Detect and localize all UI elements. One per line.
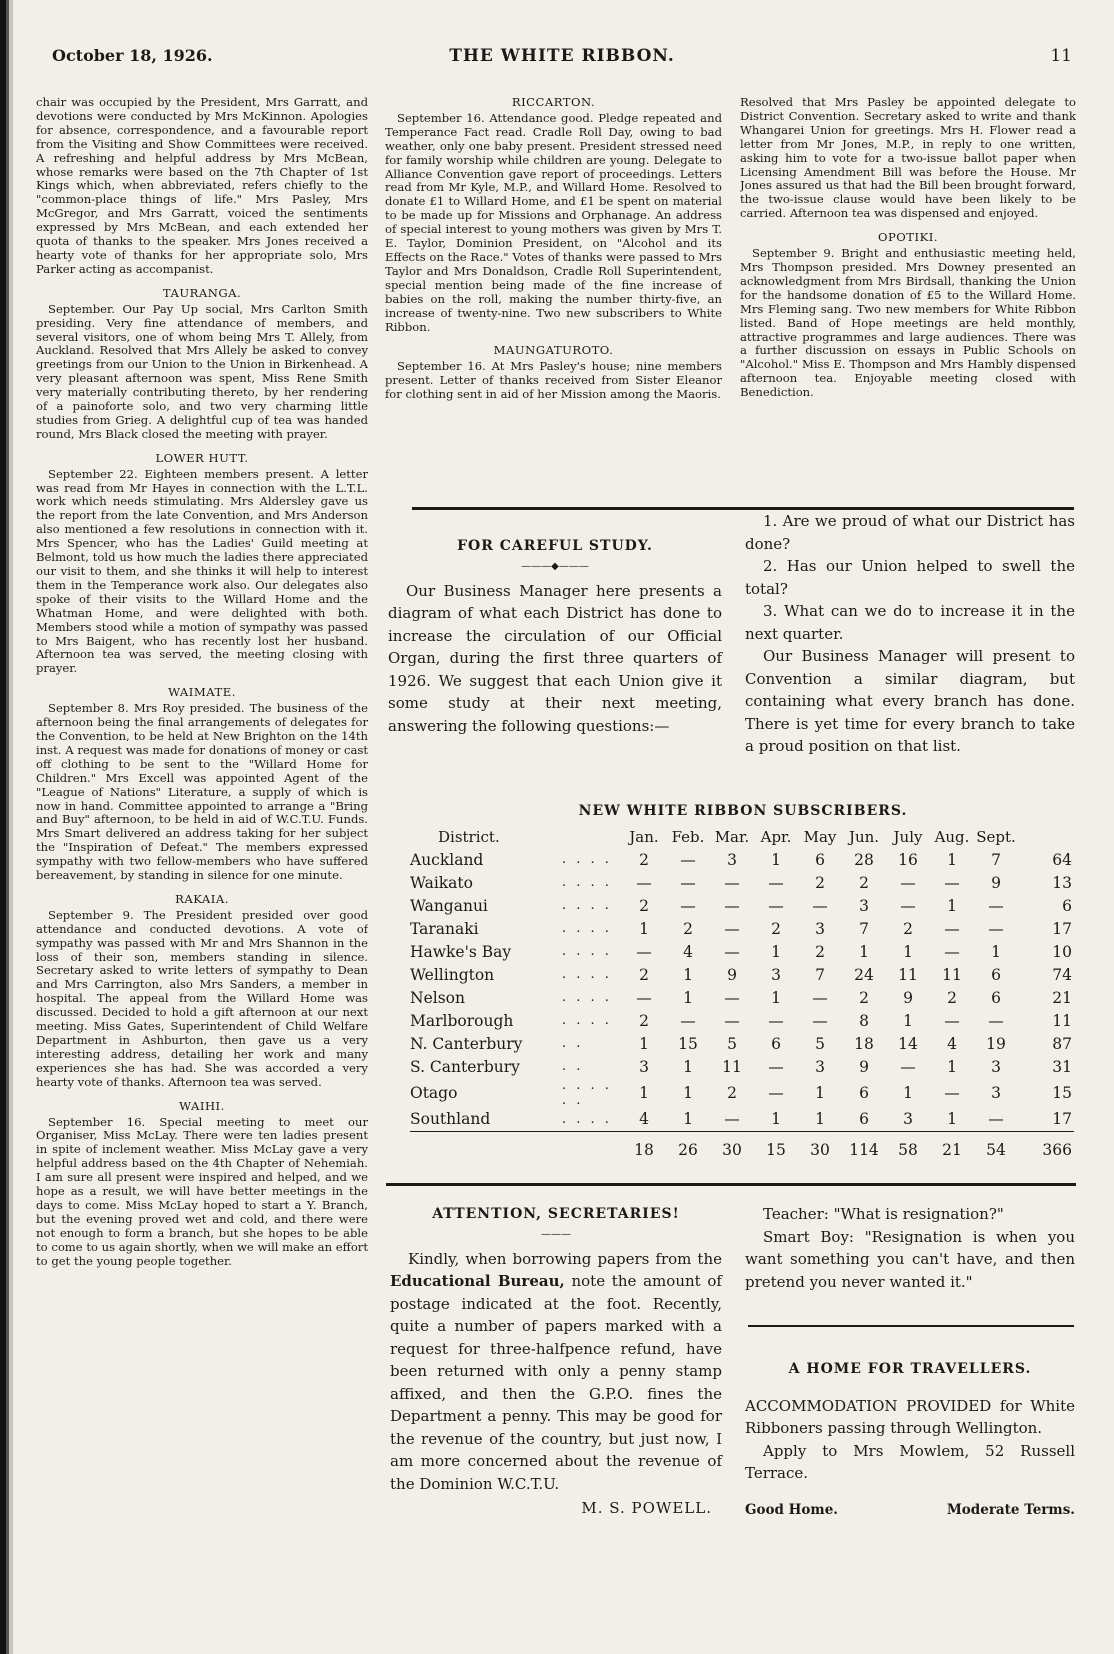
month-value: 1: [815, 1110, 825, 1129]
report-heading: WAIHI.: [179, 1098, 225, 1113]
teacher-joke: [745, 1203, 1075, 1293]
month-total: 30: [798, 1131, 842, 1163]
report-heading: LOWER HUTT.: [155, 450, 249, 465]
month-value: 2: [683, 919, 693, 938]
report-text: September 8. Mrs Roy presided. The business of the afternoon being the final arrangements of delegates for the Convention, to be held at New Brighton on the 14th inst. A request was made for donations of money or cast off clothing to be sent to the "Willard Home for Children." Mrs Excell was appointed Agent of the "League of Nations" Literature, a supply of which is now in hand. Committee appointed to arrange a "Bring and Buy" afternoon, to be held in aid of W.C.T.U. Funds. Mrs Smart delivered an address taking for her subject the "Inspiration of Defeat." The members expressed sympathy with two fellow-members who have suffered bereavement, by standing in silence for one minute.: [36, 701, 368, 883]
article-heading: ATTENTION, SECRETARIES!: [432, 1206, 680, 1222]
month-value: 1: [903, 942, 913, 961]
month-column-header: May: [803, 828, 837, 846]
month-value: —: [768, 873, 784, 892]
notice-text: Apply to Mrs Mowlem, 52 Russell Terrace.: [745, 1441, 1075, 1482]
question-1: 1. Are we proud of what our District has done?: [745, 512, 1075, 553]
month-value: —: [636, 942, 652, 961]
district-name: Auckland: [410, 850, 484, 869]
grand-total: 366: [1018, 1131, 1074, 1163]
report-text: September 9. The President presided over good attendance and conducted devotions. A vote of sympathy was passed with Mr and Mrs Shannon in the loss of their son, members standing in silence. Secretary asked to write letters of sympathy to Dean and Mrs Carrington, also Mrs Sanders, a member in hospital. The appeal from the Willard Home was discussed. Decided to hold a gift afternoon at our next meeting. Miss Gates, Superintendent of Child Welfare Department in Ashburton, then gave us a very interesting address, detailing her work and many experiences she has had. She was accorded a very hearty vote of thanks. Afternoon tea was served.: [36, 907, 368, 1089]
article-signature: M. S. POWELL.: [581, 1499, 712, 1517]
month-value: —: [724, 1011, 740, 1030]
month-value: 1: [903, 1084, 913, 1102]
district-name: Hawke's Bay: [410, 942, 512, 961]
month-value: 3: [815, 919, 825, 938]
issue-date: October 18, 1926.: [52, 46, 213, 65]
district-name: Marlborough: [410, 1011, 514, 1030]
report-text: September 9. Bright and enthusiastic meeting held, Mrs Thompson presided. Mrs Downey presented an acknowledgment from Mrs Birdsall, thanking the Union for the handsome donation of £5 to the Willard Home. Mrs Fleming sang. Two new members for White Ribbon listed. Band of Hope meetings are held monthly, attractive programmes and large audiences. There was a further discussion on essays in Public Schools on "Alcohol." Miss E. Thompson and Mrs Hambly dispensed afternoon tea. Enjoyable meeting closed with Benediction.: [740, 246, 1076, 400]
month-total: 18: [622, 1131, 666, 1163]
month-value: 2: [639, 896, 649, 915]
month-value: —: [768, 1084, 784, 1102]
leader-dots: . . . .: [562, 1013, 612, 1028]
month-value: 6: [859, 1110, 869, 1129]
month-value: 2: [947, 988, 957, 1007]
leader-dots: . . . .: [562, 898, 612, 913]
month-value: 6: [859, 1084, 869, 1102]
table-row: [410, 963, 1074, 986]
month-value: 18: [854, 1034, 874, 1053]
row-total: 13: [1052, 873, 1072, 892]
month-value: —: [988, 896, 1004, 915]
month-value: —: [724, 988, 740, 1007]
month-value: 1: [859, 942, 869, 961]
report-continued: [36, 96, 368, 277]
article-text: [390, 1248, 722, 1496]
month-value: 2: [727, 1084, 737, 1102]
month-value: —: [988, 1011, 1004, 1030]
leader-dots: . . . .: [562, 967, 612, 982]
report-lower-hutt: [36, 452, 368, 677]
month-value: 1: [991, 942, 1001, 961]
page-header: [52, 46, 1072, 74]
month-value: —: [768, 896, 784, 915]
report-heading: RAKAIA.: [175, 891, 229, 906]
report-text: September 16. Special meeting to meet our Organiser, Miss McLay. There were ten ladies present in spite of inclement weather. Miss McLay gave a very helpful address based on the 4th Chapter of Nehemiah. I am sure all present were inspired and helped, and we hope as a result, we will have better meetings in the days to come. Miss McLay hoped to start a Y. Branch, but the evening proved wet and cold, and there were not enough to form a branch, but she hopes to be able to come to us again shortly, when we will make an effort to get the young people together.: [36, 1114, 368, 1268]
month-value: 2: [815, 873, 825, 892]
month-value: 3: [991, 1057, 1001, 1076]
district-name: Wellington: [410, 965, 495, 984]
month-value: 15: [678, 1034, 698, 1053]
month-value: 2: [815, 942, 825, 961]
column-left: [36, 96, 368, 1606]
row-total: 10: [1052, 942, 1072, 961]
month-value: —: [768, 1057, 784, 1076]
month-value: —: [900, 873, 916, 892]
question-3: 3. What can we do to increase it in the next quarter.: [745, 602, 1075, 643]
month-value: 1: [815, 1084, 825, 1102]
month-value: 9: [903, 988, 913, 1007]
month-total: 21: [930, 1131, 974, 1163]
month-value: 5: [727, 1034, 737, 1053]
month-column-header: Feb.: [671, 828, 705, 846]
month-value: —: [944, 1011, 960, 1030]
month-column-header: Apr.: [760, 828, 792, 846]
district-column-header: District.: [438, 828, 500, 846]
ornament-divider: ———: [541, 1228, 571, 1240]
month-value: 6: [991, 988, 1001, 1007]
table-row: [410, 1108, 1074, 1131]
month-value: 3: [815, 1057, 825, 1076]
good-home-label: Good Home.: [745, 1501, 839, 1518]
month-value: 2: [639, 965, 649, 984]
terms-label: Moderate Terms.: [946, 1501, 1075, 1518]
month-total: 58: [886, 1131, 930, 1163]
month-value: —: [944, 919, 960, 938]
month-value: 1: [683, 1110, 693, 1129]
month-value: 1: [683, 988, 693, 1007]
leader-dots: . . . .: [562, 1111, 612, 1127]
month-value: —: [988, 919, 1004, 938]
month-value: 4: [639, 1110, 649, 1129]
month-value: —: [812, 988, 828, 1007]
careful-study-article: [388, 535, 722, 737]
month-value: 2: [859, 873, 869, 892]
month-value: 11: [898, 965, 918, 984]
report-text: September 22. Eighteen members present. A letter was read from Mr Hayes in connection with the L.T.L. work which needs stimulating. Mrs Aldersley gave us the report from the late Convention, and Mrs Anderson also mentioned a few resolutions in connection with it. Mrs Spencer, who has the Ladies' Guild meeting at Belmont, told us how much the ladies there appreciated our visit to them, and she thinks it will help to interest them in the Temperance work also. Our delegates also spoke of their visits to the Willard Home and the Whatman Home, and were delighted with both. Members stood while a motion of sympathy was passed to Mrs Baigent, who has recently lost her husband. Afternoon tea was served, the meeting closing with prayer.: [36, 466, 368, 676]
month-value: 1: [771, 942, 781, 961]
subscribers-table-title: NEW WHITE RIBBON SUBSCRIBERS.: [578, 803, 908, 819]
leader-dots: . .: [562, 1059, 584, 1074]
month-value: 16: [898, 850, 918, 869]
month-value: 1: [947, 850, 957, 869]
leader-dots: . . . .: [562, 921, 612, 936]
month-value: 6: [991, 965, 1001, 984]
notice-heading: A HOME FOR TRAVELLERS.: [788, 1361, 1032, 1377]
row-total: 21: [1052, 988, 1072, 1007]
table-header-row: [410, 826, 1074, 848]
month-value: —: [724, 942, 740, 961]
month-value: 4: [947, 1034, 957, 1053]
section-divider: [748, 1325, 1074, 1327]
month-value: —: [900, 1057, 916, 1076]
month-value: 9: [859, 1057, 869, 1076]
report-heading: TAURANGA.: [162, 285, 242, 300]
month-value: 1: [683, 1057, 693, 1076]
district-name: Taranaki: [410, 919, 479, 938]
table-row: [410, 894, 1074, 917]
leader-dots: . . . . . .: [562, 1078, 612, 1108]
month-value: 2: [903, 919, 913, 938]
month-value: 2: [639, 1011, 649, 1030]
month-value: 14: [898, 1034, 918, 1053]
month-value: 9: [991, 873, 1001, 892]
attention-secretaries-article: [390, 1203, 722, 1520]
report-tauranga: [36, 287, 368, 442]
month-total: 114: [842, 1131, 886, 1163]
month-value: —: [768, 1011, 784, 1030]
article-text-part: Kindly, when borrowing papers from the: [408, 1249, 722, 1268]
month-value: 3: [639, 1057, 649, 1076]
totals-row: [410, 1131, 1074, 1163]
column-right: [740, 96, 1076, 486]
month-value: 1: [683, 1084, 693, 1102]
report-maungaturoto: [385, 344, 722, 402]
month-value: 1: [771, 988, 781, 1007]
month-value: 9: [727, 965, 737, 984]
educational-bureau-name: Educational Bureau,: [390, 1272, 565, 1290]
leader-dots: . .: [562, 1036, 584, 1051]
month-value: —: [988, 1110, 1004, 1129]
month-value: 2: [859, 988, 869, 1007]
joke-line: Smart Boy: "Resignation is when you want something you can't have, and then pretend you never wanted it.": [745, 1227, 1075, 1291]
report-waihi: [36, 1100, 368, 1269]
ornament-divider: ———◆———: [521, 560, 589, 572]
district-name: Nelson: [410, 988, 465, 1007]
month-value: 1: [639, 1034, 649, 1053]
month-value: —: [944, 873, 960, 892]
month-value: 7: [991, 850, 1001, 869]
month-column-header: July: [893, 828, 923, 846]
subscribers-table: [410, 826, 1074, 1163]
month-value: 2: [771, 919, 781, 938]
leader-dots: . . . .: [562, 944, 612, 959]
month-value: 24: [854, 965, 874, 984]
table-row: [410, 871, 1074, 894]
report-text: Resolved that Mrs Pasley be appointed delegate to District Convention. Secretary asked to write and thank Whangarei Union for greetings. Mrs H. Flower read a letter from Mr Jones, M.P., in reply to one written, asking him to vote for a two-issue ballot paper when Licensing Amendment Bill was before the House. Mr Jones assured us that had the Bill been brought forward, the two-issue clause would have been likely to be carried. Afternoon tea was dispensed and enjoyed.: [740, 96, 1076, 221]
report-text: chair was occupied by the President, Mrs Garratt, and devotions were conducted by Mrs McKinnon. Apologies for absence, correspondence, and a favourable report from the Visiting and Show Committees were received. A refreshing and helpful address by Mrs McBean, whose remarks were based on the 7th Chapter of 1st Kings which, when abbreviated, refers chiefly to the "common-place things of life." Mrs Pasley, Mrs McGregor, and Mrs Garratt, voiced the sentiments expressed by Mrs McBean, and each extended her quota of thanks to the speaker. Mrs Jones received a hearty vote of thanks for her appropriate solo, Mrs Parker acting as accompanist.: [36, 96, 368, 276]
month-value: 1: [947, 1057, 957, 1076]
table-row: [410, 1009, 1074, 1032]
month-total: 26: [666, 1131, 710, 1163]
column-middle: [385, 96, 722, 486]
page-binding-edge: [0, 0, 13, 1654]
row-total: 17: [1052, 1110, 1072, 1129]
district-name: Otago: [410, 1084, 458, 1102]
report-continued-right: [740, 96, 1076, 221]
month-value: 1: [771, 850, 781, 869]
month-total: 54: [974, 1131, 1018, 1163]
month-value: —: [724, 1110, 740, 1129]
row-total: 6: [1062, 896, 1072, 915]
total-column-header: [1018, 826, 1074, 848]
month-value: 19: [986, 1034, 1006, 1053]
month-value: —: [636, 988, 652, 1007]
month-column-header: Jun.: [848, 828, 880, 846]
article-text-part: note the amount of postage indicated at the foot. Recently, quite a number of papers marked with a request for three-halfpence refund, have been returned with only a penny stamp affixed, and then the G.P.O. fines the Department a penny. This may be good for the revenue of the country, but just now, I am more concerned about the revenue of the Dominion W.C.T.U.: [390, 1272, 722, 1493]
month-value: 1: [947, 1110, 957, 1129]
month-value: —: [724, 873, 740, 892]
month-value: —: [636, 873, 652, 892]
report-waimate: [36, 686, 368, 883]
row-total: 11: [1052, 1011, 1072, 1030]
report-heading: WAIMATE.: [168, 685, 236, 700]
month-column-header: Aug.: [934, 828, 970, 846]
table-row: [410, 917, 1074, 940]
publication-title: THE WHITE RIBBON.: [449, 46, 675, 66]
month-value: 3: [859, 896, 869, 915]
report-opotiki: [740, 231, 1076, 400]
row-total: 15: [1052, 1084, 1072, 1102]
month-value: —: [680, 873, 696, 892]
month-value: 5: [815, 1034, 825, 1053]
leader-dots: . . . .: [562, 852, 612, 867]
leader-dots: . . . .: [562, 875, 612, 890]
month-value: —: [900, 896, 916, 915]
district-name: Waikato: [410, 873, 473, 892]
district-name: N. Canterbury: [410, 1034, 523, 1053]
month-value: —: [812, 1011, 828, 1030]
month-value: 11: [942, 965, 962, 984]
table-row: [410, 848, 1074, 871]
table-row: [410, 986, 1074, 1009]
month-value: 28: [854, 850, 874, 869]
table-row: [410, 1055, 1074, 1078]
month-column-header: Sept.: [976, 828, 1016, 846]
report-rakaia: [36, 893, 368, 1090]
month-value: 1: [947, 896, 957, 915]
month-value: 4: [683, 942, 693, 961]
report-heading: MAUNGATUROTO.: [493, 343, 614, 358]
article-heading: FOR CAREFUL STUDY.: [457, 538, 653, 554]
notice-text: ACCOMMODATION PROVIDED for White Ribboners passing through Wellington.: [745, 1396, 1075, 1437]
month-column-header: Jan.: [629, 828, 659, 846]
table-row: [410, 1032, 1074, 1055]
month-value: 7: [859, 919, 869, 938]
row-total: 31: [1052, 1057, 1072, 1076]
district-name: Southland: [410, 1110, 491, 1129]
month-value: 2: [639, 850, 649, 869]
report-heading: OPOTIKI.: [877, 230, 939, 245]
month-value: —: [680, 850, 696, 869]
article-text: Our Business Manager here presents a diagram of what each District has done to increase the circulation of our Official Organ, during the first three quarters of 1926. We suggest that each Union give it some study at their next meeting, answering the following questions:—: [388, 581, 722, 735]
month-value: 1: [903, 1011, 913, 1030]
month-value: —: [812, 896, 828, 915]
month-value: 3: [727, 850, 737, 869]
row-total: 74: [1052, 965, 1072, 984]
month-value: 6: [815, 850, 825, 869]
month-value: 8: [859, 1011, 869, 1030]
row-total: 87: [1052, 1034, 1072, 1053]
month-value: 3: [903, 1110, 913, 1129]
month-value: 3: [771, 965, 781, 984]
question-2: 2. Has our Union helped to swell the total?: [745, 557, 1075, 598]
month-value: 1: [771, 1110, 781, 1129]
month-value: 3: [991, 1084, 1001, 1102]
month-total: 15: [754, 1131, 798, 1163]
careful-study-questions: [745, 510, 1075, 758]
month-value: 7: [815, 965, 825, 984]
table-row: [410, 940, 1074, 963]
month-value: —: [944, 1084, 960, 1102]
month-value: 6: [771, 1034, 781, 1053]
joke-line: Teacher: "What is resignation?": [763, 1205, 1004, 1223]
district-name: Wanganui: [410, 896, 488, 915]
page-number: 11: [1050, 46, 1072, 66]
month-column-header: Mar.: [714, 828, 750, 846]
month-value: —: [944, 942, 960, 961]
month-total: 30: [710, 1131, 754, 1163]
report-text: September. Our Pay Up social, Mrs Carlton Smith presiding. Very fine attendance of members, and several visitors, one of whom being Mrs T. Allely, from Auckland. Resolved that Mrs Allely be asked to convey greetings from our Union to the Union in Birkenhead. A very pleasant afternoon was spent, Miss Rene Smith very materially contributing thereto, by her rendering of a painoforte solo, and two very charming little studies from Grieg. A delightful cup of tea was handed round, Mrs Black closed the meeting with prayer.: [36, 301, 368, 441]
month-value: —: [680, 896, 696, 915]
table-row: [410, 1078, 1074, 1108]
row-total: 64: [1052, 850, 1072, 869]
notice-footer: [745, 1499, 1075, 1522]
article-text: Our Business Manager will present to Convention a similar diagram, but containing what every branch has done. There is yet time for every branch to take a proud position on that list.: [745, 647, 1075, 755]
month-value: 11: [722, 1057, 742, 1076]
report-heading: RICCARTON.: [511, 96, 596, 109]
month-value: —: [724, 919, 740, 938]
leader-dots: . . . .: [562, 990, 612, 1005]
row-total: 17: [1052, 919, 1072, 938]
month-value: —: [680, 1011, 696, 1030]
report-text: September 16. At Mrs Pasley's house; nine members present. Letter of thanks received from Sister Eleanor for clothing sent in aid of her Mission among the Maoris.: [385, 359, 722, 402]
month-value: 1: [639, 1084, 649, 1102]
month-value: 1: [683, 965, 693, 984]
section-divider: [386, 1183, 1076, 1186]
home-for-travellers-notice: [745, 1358, 1075, 1521]
month-value: —: [724, 896, 740, 915]
district-name: S. Canterbury: [410, 1057, 520, 1076]
report-text: September 16. Attendance good. Pledge repeated and Temperance Fact read. Cradle Roll Day, owing to bad weather, only one baby present. President stressed need for family worship while children are young. Delegate to Alliance Convention gave report of proceedings. Letters read from Mr Kyle, M.P., and Willard Home. Resolved to donate £1 to Willard Home, and £1 be spent on material to be made up for Missions and Orphanage. An address of special interest to young mothers was given by Mrs T. E. Taylor, Dominion President, on "Alcohol and its Effects on the Race." Votes of thanks were passed to Mrs Taylor and Mrs Donaldson, Cradle Roll Superintendent, special mention being made of the fine increase of babies on the roll, making the number thirty-five, an increase of twenty-nine. Two new subscribers to White Ribbon.: [385, 110, 722, 334]
report-riccarton: [385, 96, 722, 334]
month-value: 1: [639, 919, 649, 938]
